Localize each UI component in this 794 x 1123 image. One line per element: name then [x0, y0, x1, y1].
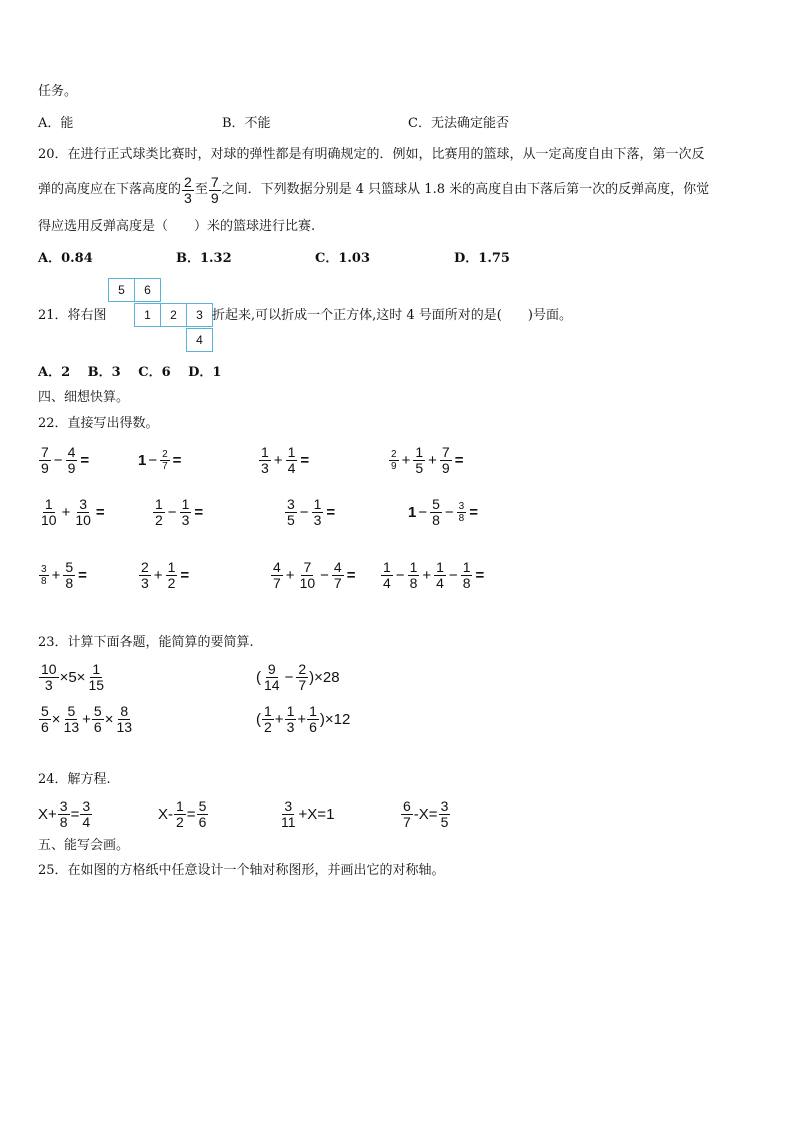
math-symbol: −: [299, 503, 309, 521]
numerator: 1: [261, 443, 269, 460]
numerator: 7: [303, 558, 312, 575]
math-symbol: =: [95, 503, 105, 521]
q22-r3-e2: [138, 557, 191, 593]
q23-title: 23．计算下面各题，能简算的要简算.: [38, 635, 254, 650]
q22-r2-e1: [38, 494, 107, 530]
numerator: 2: [298, 660, 307, 677]
fraction: [440, 445, 452, 476]
fraction: [39, 497, 59, 528]
denominator: 2: [155, 511, 163, 528]
denominator: 7: [333, 574, 342, 591]
math-symbol: (: [256, 668, 261, 686]
math-symbol: +X=1: [298, 805, 335, 823]
numerator: 7: [41, 443, 49, 460]
numerator: 3: [287, 495, 295, 512]
math-symbol: +: [428, 451, 437, 469]
denominator: 3: [313, 511, 322, 528]
fraction: [296, 662, 308, 693]
denominator: 2: [176, 813, 184, 830]
math-symbol: (: [256, 710, 261, 728]
q22-r3-e4: [380, 557, 486, 593]
denominator: 3: [181, 511, 190, 528]
fraction: [401, 799, 413, 830]
denominator: 8: [41, 575, 47, 587]
q22-r1-e1: [38, 442, 91, 478]
numerator: 4: [273, 558, 281, 575]
denominator: 9: [391, 460, 397, 472]
denominator: 7: [298, 676, 307, 693]
fraction: [461, 560, 473, 591]
numerator: 5: [432, 495, 440, 512]
q22-r3-e1: [38, 557, 89, 593]
math-symbol: +: [285, 566, 295, 584]
math-symbol: 1: [408, 503, 417, 521]
q23-expr-4: [256, 701, 350, 737]
q24-eq-2: [158, 796, 209, 832]
fraction: [430, 497, 442, 528]
net-cell-1: 1: [134, 303, 161, 327]
numerator: 7: [441, 443, 450, 460]
denominator: 3: [184, 189, 192, 206]
denominator: 3: [44, 676, 53, 693]
numerator: 1: [309, 702, 317, 719]
fraction: [39, 662, 59, 693]
denominator: 8: [462, 574, 471, 591]
denominator: 9: [41, 459, 49, 476]
q20-line3: 得应选用反弹高度是（ ）米的篮球进行比赛.: [38, 219, 316, 234]
math-symbol: 1: [138, 451, 147, 469]
denominator: 8: [65, 574, 74, 591]
q20-option-c: C．1.03: [315, 251, 371, 266]
q23-expr-2: [256, 659, 340, 695]
denominator: 8: [409, 574, 418, 591]
math-symbol: =: [469, 503, 478, 521]
fraction: [285, 497, 297, 528]
q23-expr-3: [38, 701, 135, 737]
fraction: [114, 704, 134, 735]
denominator: 6: [198, 813, 207, 830]
q25-text: 25．在如图的方格纸中任意设计一个轴对称图形，并画出它的对称轴。: [38, 863, 445, 878]
fraction: [285, 704, 297, 735]
denominator: 6: [309, 718, 317, 735]
denominator: 3: [141, 574, 149, 591]
q21-prefix: 21．将右图: [38, 308, 107, 323]
numerator: 1: [436, 558, 444, 575]
fraction: [39, 704, 51, 735]
math-symbol: X+: [38, 805, 57, 823]
denominator: 2: [264, 718, 272, 735]
fraction: [434, 560, 446, 591]
q22-r2-e3: [284, 494, 337, 530]
fraction: [298, 560, 318, 591]
math-symbol: +: [61, 503, 71, 521]
net-cell-4: 4: [186, 328, 213, 352]
numerator: 5: [93, 702, 102, 719]
numerator: 6: [403, 797, 411, 814]
denominator: 2: [167, 574, 176, 591]
numerator: 2: [162, 448, 168, 460]
section-5-heading: 五、能写会画。: [38, 838, 130, 853]
numerator: 5: [67, 702, 76, 719]
net-cell-5: 5: [108, 278, 135, 302]
math-symbol: )×12: [319, 710, 351, 728]
math-symbol: =: [180, 566, 190, 584]
q20-line1: 20．在进行正式球类比赛时，对球的弹性都是有明确规定的．例如，比赛用的篮球，从一定高度自由下落，第一次反: [38, 147, 705, 162]
math-symbol: =: [172, 451, 182, 469]
numerator: 1: [264, 702, 272, 719]
math-symbol: −: [284, 668, 294, 686]
numerator: 3: [284, 797, 293, 814]
denominator: 10: [75, 511, 91, 528]
math-symbol: −: [148, 451, 158, 469]
denominator: 7: [403, 813, 411, 830]
denominator: 9: [210, 189, 219, 206]
denominator: 4: [383, 574, 391, 591]
numerator: 4: [333, 558, 342, 575]
math-symbol: ×5×: [59, 668, 86, 686]
math-symbol: +: [51, 566, 61, 584]
q19-option-a: A．能: [38, 116, 74, 131]
q22-r2-e4: [408, 494, 480, 530]
numerator: 10: [41, 660, 57, 677]
fraction: [332, 560, 344, 591]
numerator: 1: [409, 558, 418, 575]
numerator: 1: [44, 495, 53, 512]
fraction: [174, 799, 186, 830]
math-symbol: −: [53, 451, 63, 469]
fraction: [180, 497, 192, 528]
math-symbol: =: [194, 503, 204, 521]
numerator: 1: [92, 660, 101, 677]
math-symbol: =: [70, 805, 80, 823]
fraction: [73, 497, 93, 528]
math-symbol: X-: [158, 805, 173, 823]
q19-option-c: C．无法确定能否: [408, 116, 509, 131]
math-symbol: ×: [104, 710, 114, 728]
q20-option-b: B．1.32: [176, 251, 232, 266]
numerator: 4: [67, 443, 76, 460]
math-symbol: +: [401, 451, 411, 469]
q22-r1-e2: [138, 442, 183, 478]
q20-fraction-lower: [182, 175, 194, 206]
q20-line2-text-a: 弹的高度应在下落高度的: [38, 182, 182, 197]
net-cell-3: 3: [186, 303, 213, 327]
denominator: 3: [261, 459, 269, 476]
math-symbol: −: [167, 503, 177, 521]
numerator: 1: [155, 495, 163, 512]
denominator: 5: [440, 813, 449, 830]
net-cell-2: 2: [160, 303, 187, 327]
math-symbol: =: [300, 451, 310, 469]
fraction: [286, 445, 298, 476]
denominator: 6: [93, 718, 102, 735]
numerator: 5: [41, 702, 49, 719]
numerator: 8: [120, 702, 129, 719]
numerator: 1: [167, 558, 176, 575]
fraction: [39, 564, 49, 587]
math-symbol: −: [444, 503, 454, 521]
numerator: 1: [287, 443, 296, 460]
fraction: [39, 445, 51, 476]
fraction: [139, 560, 151, 591]
q19-tail: 任务。: [38, 84, 78, 99]
fraction: [166, 560, 178, 591]
q22-title: 22．直接写出得数。: [38, 416, 159, 431]
math-symbol: −: [395, 566, 405, 584]
denominator: 7: [273, 574, 281, 591]
denominator: 3: [286, 718, 295, 735]
q22-r1-e4: [388, 442, 465, 478]
numerator: 2: [141, 558, 149, 575]
numerator: 1: [462, 558, 471, 575]
denominator: 10: [41, 511, 57, 528]
q21-options: A．2 B．3 C．6 D．1: [38, 365, 222, 380]
denominator: 9: [441, 459, 450, 476]
numerator: 3: [79, 495, 88, 512]
numerator: 2: [391, 448, 397, 460]
math-symbol: +: [153, 566, 163, 584]
denominator: 10: [299, 574, 316, 591]
fraction: [262, 704, 274, 735]
math-symbol: +: [82, 710, 91, 728]
denominator: 4: [82, 813, 91, 830]
denominator: 5: [287, 511, 295, 528]
fraction: [312, 497, 324, 528]
math-symbol: +: [297, 710, 307, 728]
q23-expr-1: [38, 659, 107, 695]
numerator: 3: [82, 797, 91, 814]
denominator: 8: [458, 512, 465, 524]
fraction: [160, 449, 170, 472]
fraction: [271, 560, 283, 591]
denominator: 5: [415, 459, 424, 476]
math-symbol: =: [186, 805, 196, 823]
denominator: 4: [287, 459, 296, 476]
numerator: 9: [267, 660, 276, 677]
fraction: [197, 799, 209, 830]
denominator: 8: [59, 813, 68, 830]
fraction: [413, 445, 425, 476]
math-symbol: −: [418, 503, 428, 521]
q22-r1-e3: [258, 442, 311, 478]
fraction: [408, 560, 420, 591]
q22-r3-e3: [270, 557, 357, 593]
fraction: [279, 799, 298, 830]
fraction: [307, 704, 319, 735]
q19-option-b: B．不能: [222, 116, 271, 131]
fraction: [439, 799, 451, 830]
denominator: 13: [116, 718, 133, 735]
math-symbol: =: [346, 566, 356, 584]
q24-title: 24．解方程.: [38, 772, 111, 787]
numerator: 3: [59, 797, 68, 814]
numerator: 1: [176, 797, 184, 814]
q21-suffix: 折起来,可以折成一个正方体,这时 4 号面所对的是( )号面。: [212, 308, 572, 323]
q20-line2-mid: 至: [194, 182, 208, 197]
numerator: 5: [65, 558, 74, 575]
math-symbol: =: [80, 451, 90, 469]
denominator: 6: [41, 718, 49, 735]
q20-option-a: A．0.84: [38, 251, 93, 266]
fraction: [259, 445, 271, 476]
numerator: 1: [313, 495, 322, 512]
q20-line2: [38, 172, 709, 208]
math-symbol: =: [326, 503, 336, 521]
numerator: 3: [41, 563, 47, 575]
numerator: 1: [181, 495, 190, 512]
q20-line2-text-b: 之间．下列数据分别是 4 只篮球从 1.8 米的高度自由下落后第一次的反弹高度，你觉: [221, 182, 710, 197]
fraction: [62, 704, 82, 735]
fraction: [63, 560, 75, 591]
numerator: 5: [198, 797, 207, 814]
fraction: [381, 560, 393, 591]
math-symbol: +: [422, 566, 432, 584]
math-symbol: +: [273, 451, 283, 469]
math-symbol: ×: [51, 710, 61, 728]
q20-fraction-upper: [209, 175, 221, 206]
math-symbol: =: [454, 451, 464, 469]
fraction: [153, 497, 165, 528]
fraction: [389, 449, 399, 472]
denominator: 8: [432, 511, 440, 528]
fraction: [80, 799, 92, 830]
q20-option-d: D．1.75: [454, 251, 510, 266]
denominator: 15: [88, 676, 105, 693]
fraction: [262, 662, 282, 693]
math-symbol: =: [475, 566, 485, 584]
net-cell-6: 6: [134, 278, 161, 302]
fraction: [457, 501, 467, 524]
denominator: 4: [436, 574, 444, 591]
numerator: 2: [184, 173, 192, 190]
numerator: 7: [210, 173, 219, 190]
denominator: 7: [162, 460, 168, 472]
denominator: 13: [63, 718, 80, 735]
numerator: 1: [286, 702, 295, 719]
denominator: 9: [67, 459, 76, 476]
denominator: 11: [281, 813, 296, 830]
section-4-heading: 四、细想快算。: [38, 390, 130, 405]
q22-r2-e2: [152, 494, 205, 530]
math-symbol: +: [274, 710, 284, 728]
math-symbol: −: [320, 566, 329, 584]
numerator: 3: [440, 797, 449, 814]
fraction: [58, 799, 70, 830]
numerator: 1: [383, 558, 391, 575]
math-symbol: )×28: [309, 668, 340, 686]
math-symbol: =: [78, 566, 87, 584]
math-symbol: -X=: [413, 805, 438, 823]
q24-eq-4: [400, 796, 451, 832]
q24-eq-1: [38, 796, 93, 832]
math-symbol: −: [448, 566, 458, 584]
fraction: [92, 704, 104, 735]
q24-eq-3: [278, 796, 334, 832]
fraction: [66, 445, 78, 476]
numerator: 1: [415, 443, 424, 460]
numerator: 3: [458, 500, 465, 512]
fraction: [86, 662, 106, 693]
denominator: 14: [264, 676, 280, 693]
